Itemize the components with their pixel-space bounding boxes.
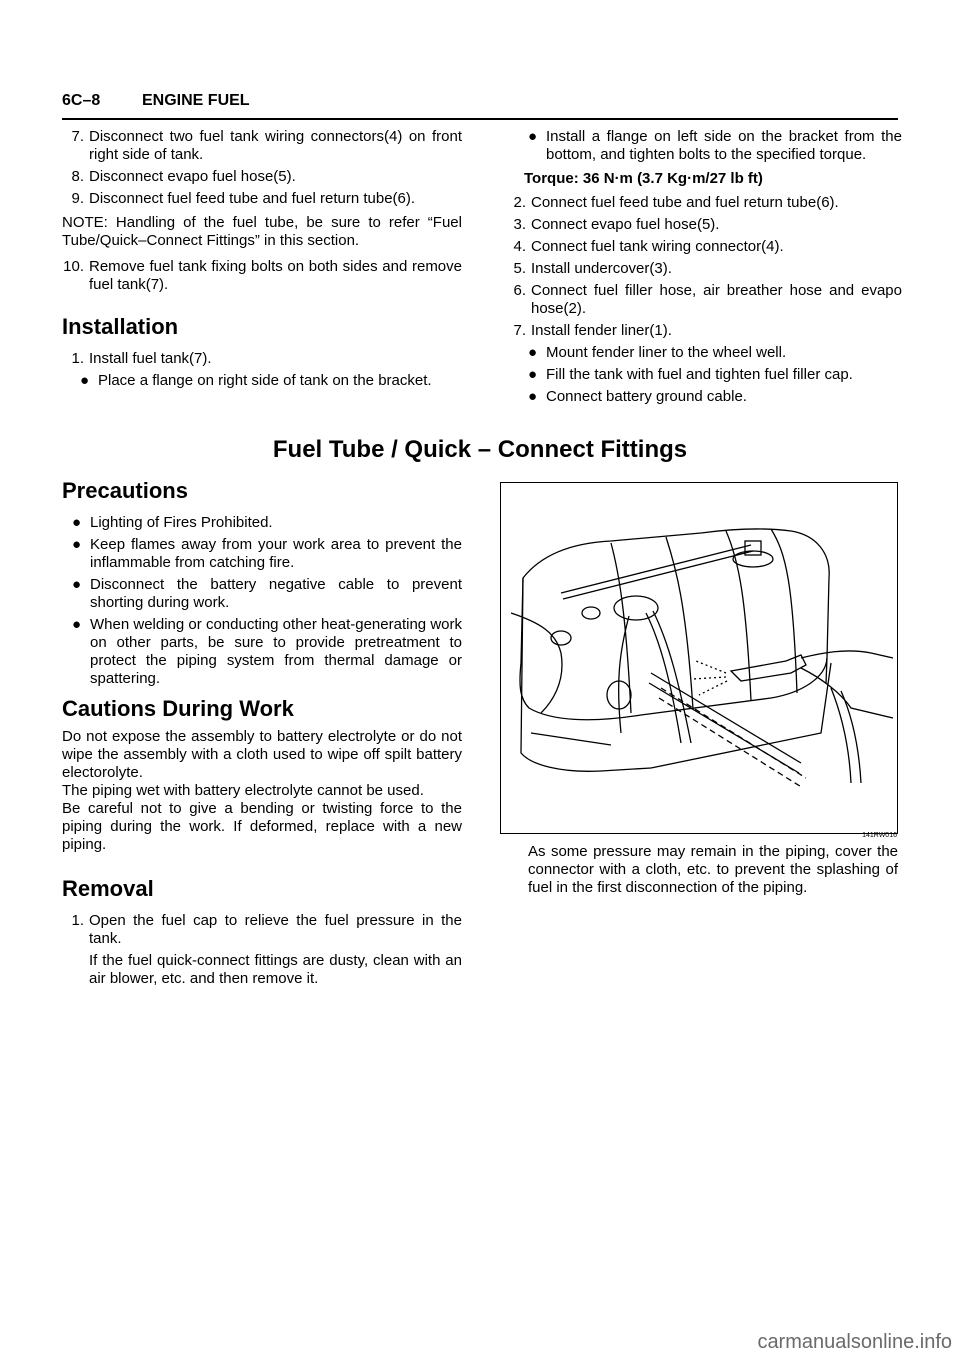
install-bullet-4: ● Fill the tank with fuel and tighten fuel filler cap. (528, 366, 853, 383)
cautions-para-2: The piping wet with battery electrolyte cannot be used. (62, 782, 424, 799)
installation-column (510, 128, 902, 410)
cautions-heading: Cautions During Work (62, 696, 294, 721)
bullet-icon: ● (72, 536, 82, 553)
removal-step-10: 10. Remove fuel tank fixing bolts on both sides and remove fuel tank(7). (63, 258, 462, 293)
bullet-icon: ● (72, 514, 82, 531)
precaution-bullet-1: ● Lighting of Fires Prohibited. (72, 514, 273, 531)
install-bullet-1: ● Place a flange on right side of tank on the bracket. (80, 372, 432, 389)
removal-step-1: 1. Open the fuel cap to relieve the fuel pressure in the tank. (71, 912, 462, 947)
install-step-3: 3. Connect evapo fuel hose(5). (513, 216, 720, 233)
fuel-tank-illustration (501, 483, 897, 833)
section-banner-title: Fuel Tube / Quick – Connect Fittings (272, 436, 688, 463)
install-step-4: 4. Connect fuel tank wiring connector(4). (513, 238, 784, 255)
note-text: NOTE: Handling of the fuel tube, be sure to refer “Fuel Tube/Quick–Connect Fittings” in this section. (62, 214, 462, 249)
section-code: 6C–8 (62, 92, 101, 109)
precautions-column (62, 478, 462, 988)
precautions-heading: Precautions (62, 478, 188, 503)
install-step-5: 5. Install undercover(3). (513, 260, 672, 277)
torque-spec: Torque: 36 N·m (3.7 Kg·m/27 lb ft) (524, 170, 763, 187)
precaution-bullet-4: ● When welding or conducting other heat-generating work on other parts, be sure to provide pretreatment to protect the piping system from thermal damage or spattering. (72, 616, 462, 687)
install-step-7: 7. Install fender liner(1). (513, 322, 672, 339)
install-step-1: 1. Install fuel tank(7). (71, 350, 212, 367)
install-step-2: 2. Connect fuel feed tube and fuel return tube(6). (513, 194, 839, 211)
removal-step-1-detail: If the fuel quick-connect fittings are dusty, clean with an air blower, etc. and then remove it. (89, 952, 462, 987)
figure-caption: As some pressure may remain in the piping, cover the connector with a cloth, etc. to prevent the splashing of fuel in the first disconnection of the piping. (528, 843, 898, 896)
bullet-icon: ● (72, 616, 82, 633)
install-step-6: 6. Connect fuel filler hose, air breather hose and evapo hose(2). (513, 282, 902, 317)
removal-step-9: 9. Disconnect fuel feed tube and fuel return tube(6). (71, 190, 416, 207)
bullet-icon: ● (528, 366, 538, 383)
removal-step-7: 7. Disconnect two fuel tank wiring connectors(4) on front right side of tank. (71, 128, 462, 163)
removal-step-8: 8. Disconnect evapo fuel hose(5). (71, 168, 296, 185)
bullet-icon: ● (80, 372, 90, 389)
cautions-para-3: Be careful not to give a bending or twisting force to the piping during the work. If deformed, replace with a new piping. (62, 800, 462, 853)
bullet-icon: ● (528, 128, 538, 145)
page-header (62, 88, 898, 120)
cautions-para-1: Do not expose the assembly to battery electrolyte or do not wipe the assembly with a cloth used to wipe off spilt battery electorolyte. (62, 728, 462, 781)
fuel-tank-figure (500, 482, 898, 834)
removal-continued-column (62, 128, 462, 394)
install-bullet-5: ● Connect battery ground cable. (528, 388, 747, 405)
bullet-icon: ● (528, 344, 538, 361)
install-bullet-2: ● Install a flange on left side on the bracket from the bottom, and tighten bolts to the specified torque. (528, 128, 902, 163)
bullet-icon: ● (72, 576, 82, 593)
removal-heading: Removal (62, 876, 154, 901)
footer-watermark: carmanualsonline.info (757, 1331, 952, 1353)
precaution-bullet-3: ● Disconnect the battery negative cable to prevent shorting during work. (72, 576, 462, 611)
installation-heading: Installation (62, 314, 179, 339)
bullet-icon: ● (528, 388, 538, 405)
section-title: ENGINE FUEL (142, 92, 250, 109)
install-bullet-3: ● Mount fender liner to the wheel well. (528, 344, 787, 361)
figure-id: 141RW016 (862, 832, 897, 839)
precaution-bullet-2: ● Keep flames away from your work area to prevent the inflammable from catching fire. (72, 536, 462, 571)
